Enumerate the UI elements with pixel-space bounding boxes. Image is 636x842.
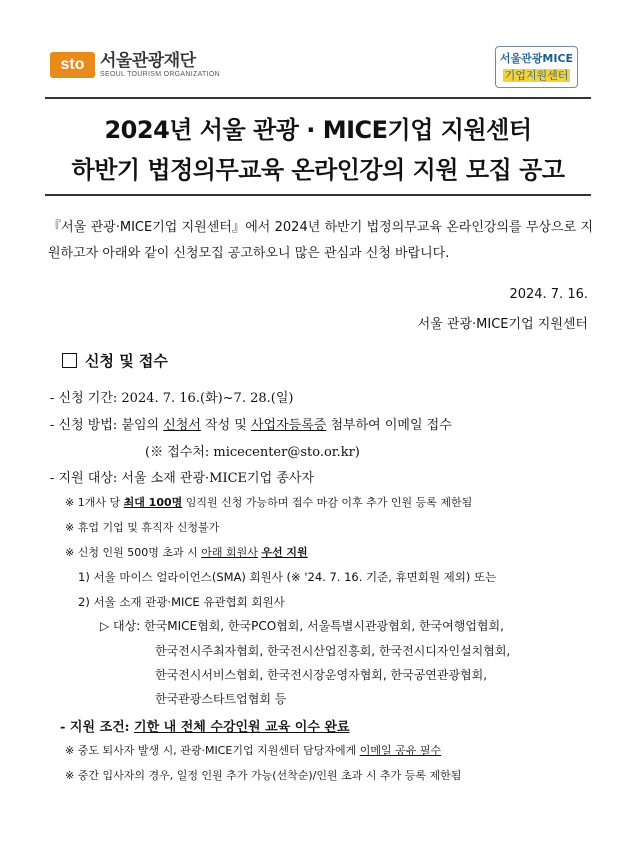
note-max-100 — [65, 494, 472, 510]
cond-note-resign — [65, 742, 441, 758]
title-bottom-rule — [45, 194, 591, 196]
assoc-line4: 한국관광스타트업협회 등 — [155, 692, 287, 706]
issue-date: 2024. 7. 16. — [509, 287, 588, 302]
note1-bold: 최대 100명 — [123, 496, 183, 509]
assoc-line3: 한국전시서비스협회, 한국전시장운영자협회, 한국공연관광협회, — [155, 668, 488, 682]
mice-center-badge — [495, 46, 578, 88]
cond-note-newhire: ※ 중간 입사자의 경우, 일정 인원 추가 가능(선착순)/인원 초과 시 추가 등록 제한됨 — [65, 769, 462, 782]
priority-sma: 1) 서울 마이스 얼라이언스(SMA) 회원사 (※ '24. 7. 16. 기준, 휴면회원 제외) 또는 — [78, 570, 497, 584]
logo-korean-name: 서울관광재단 — [100, 51, 196, 71]
cond-prefix: - 지원 조건: — [60, 720, 135, 735]
note1-suffix: 임직원 신청 가능하며 접수 마감 이후 추가 인원 등록 제한됨 — [182, 496, 473, 509]
method-mid: 작성 및 — [200, 418, 251, 433]
title-line1: 2024년 서울 관광 · MICE기업 지원센터 — [104, 116, 532, 144]
method-form-link: 신청서 — [163, 418, 201, 433]
badge-line1: 서울관광MICE — [499, 52, 574, 65]
note3-prefix: ※ 신청 인원 500명 초과 시 — [65, 546, 202, 559]
section-heading — [62, 350, 168, 371]
logo-mark: sto — [50, 52, 95, 78]
method-suffix: 첨부하여 이메일 접수 — [326, 418, 452, 433]
badge-line2: 기업지원센터 — [504, 69, 569, 82]
logo-english-name: SEOUL TOURISM ORGANIZATION — [100, 71, 220, 78]
title-line2: 하반기 법정의무교육 온라인강의 지원 모집 공고 — [71, 156, 565, 184]
section-title: 신청 및 접수 — [85, 352, 168, 370]
title-top-rule — [45, 97, 591, 99]
assoc-line1: ▷ 대상: 한국MICE협회, 한국PCO협회, 서울특별시관광협회, 한국여행업협회, — [100, 619, 504, 633]
priority-associations: 2) 서울 소재 관광·MICE 유관협회 회원사 — [78, 595, 285, 609]
support-condition — [60, 716, 350, 735]
note3-underline: 아래 회원사 — [201, 546, 258, 559]
target: - 지원 대상: 서울 소재 관광·MICE기업 종사자 — [50, 471, 314, 486]
method-cert: 사업자등록증 — [250, 418, 327, 433]
note-closed-business: ※ 휴업 기업 및 휴직자 신청불가 — [65, 521, 220, 534]
note3-bold: 우선 지원 — [261, 546, 308, 559]
sto-logo — [50, 52, 220, 78]
contact-email: (※ 접수처: micecenter@sto.or.kr) — [145, 445, 360, 460]
method-prefix: - 신청 방법: 붙임의 — [50, 418, 164, 433]
issuer-org: 서울 관광·MICE기업 지원센터 — [417, 317, 588, 332]
assoc-line2: 한국전시주최자협회, 한국전시산업진흥회, 한국전시디자인설치협회, — [155, 644, 511, 658]
cond-underline: 기한 내 전체 수강인원 교육 이수 완료 — [134, 720, 350, 735]
cond-note1-prefix: ※ 중도 퇴사자 발생 시, 관광·MICE기업 지원센터 담당자에게 — [65, 744, 360, 757]
note-priority — [65, 544, 308, 560]
note1-prefix: ※ 1개사 당 — [65, 496, 124, 509]
apply-period: - 신청 기간: 2024. 7. 16.(화)~7. 28.(일) — [50, 391, 294, 406]
cond-note1-underline: 이메일 공유 필수 — [359, 744, 442, 757]
intro-paragraph: 『서울 관광·MICE기업 지원센터』에서 2024년 하반기 법정의무교육 온라인강의를 무상으로 지원하고자 아래와 같이 신청모집 공고하오니 많은 관심과 신청 바랍니다. — [48, 220, 593, 261]
checkbox-square-icon — [62, 353, 77, 368]
apply-method — [50, 414, 452, 433]
